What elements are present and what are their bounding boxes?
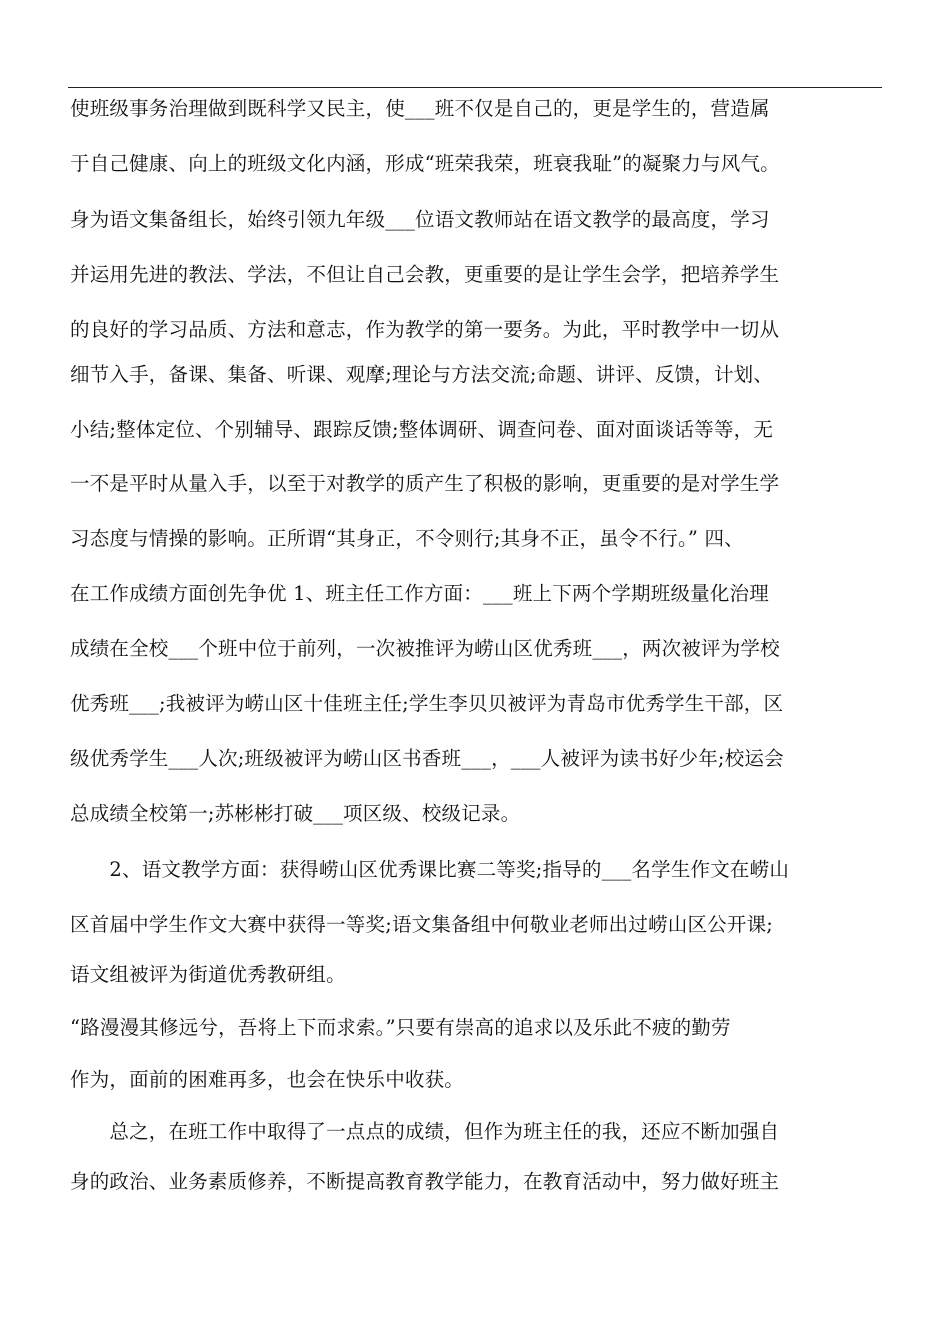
- text-line: 一不是平时从量入手，以至于对教学的质产生了积极的影响，更重要的是对学生学: [70, 472, 780, 495]
- text-line: 于自己健康、向上的班级文化内涵，形成“班荣我荣，班衰我耻”的凝聚力与风气。: [70, 152, 780, 175]
- text-line: 细节入手，备课、集备、听课、观摩;理论与方法交流;命题、讲评、反馈，计划、: [70, 363, 774, 386]
- text-line: 并运用先进的教法、学法，不但让自己会教，更重要的是让学生会学，把培养学生: [70, 263, 780, 286]
- text-line: 在工作成绩方面创先争优 1、班主任工作方面：___班上下两个学期班级量化治理: [70, 582, 769, 605]
- text-line: 成绩在全校___个班中位于前列，一次被推评为崂山区优秀班___，两次被评为学校: [70, 637, 780, 660]
- text-line: 使班级事务治理做到既科学又民主，使___班不仅是自己的，更是学生的，营造属: [70, 97, 770, 120]
- text-line: 总成绩全校第一;苏彬彬打破___项区级、校级记录。: [70, 802, 521, 825]
- text-line: 优秀班___;我被评为崂山区十佳班主任;学生李贝贝被评为青岛市优秀学生干部，区: [70, 692, 784, 715]
- text-line: 语文组被评为街道优秀教研组。: [70, 963, 346, 986]
- text-line: 级优秀学生___人次;班级被评为崂山区书香班___，___人被评为读书好少年;校运会: [70, 747, 784, 770]
- text-line: 身为语文集备组长，始终引领九年级___位语文教师站在语文教学的最高度，学习: [70, 208, 770, 231]
- text-line: 总之，在班工作中取得了一点点的成绩，但作为班主任的我，还应不断加强自: [70, 1120, 780, 1143]
- text-line: 区首届中学生作文大赛中获得一等奖;语文集备组中何敬业老师出过崂山区公开课;: [70, 913, 774, 936]
- text-line: “路漫漫其修远兮，吾将上下而求索。”只要有崇高的追求以及乐此不疲的勤劳: [70, 1016, 731, 1039]
- text-line: 的良好的学习品质、方法和意志，作为教学的第一要务。为此，平时教学中一切从: [70, 318, 780, 341]
- text-line: 身的政治、业务素质修养，不断提高教育教学能力，在教育活动中，努力做好班主: [70, 1170, 780, 1193]
- text-line: 作为，面前的困难再多，也会在快乐中收获。: [70, 1068, 465, 1091]
- text-line: 小结;整体定位、个别辅导、跟踪反馈;整体调研、调查问卷、面对面谈话等等，无: [70, 418, 774, 441]
- text-line: 2、语文教学方面：获得崂山区优秀课比赛二等奖;指导的___名学生作文在崂山: [70, 858, 790, 881]
- header-rule: [68, 87, 882, 88]
- text-line: 习态度与情操的影响。正所谓“其身正，不令则行;其身不正，虽令不行。” 四、: [70, 527, 744, 550]
